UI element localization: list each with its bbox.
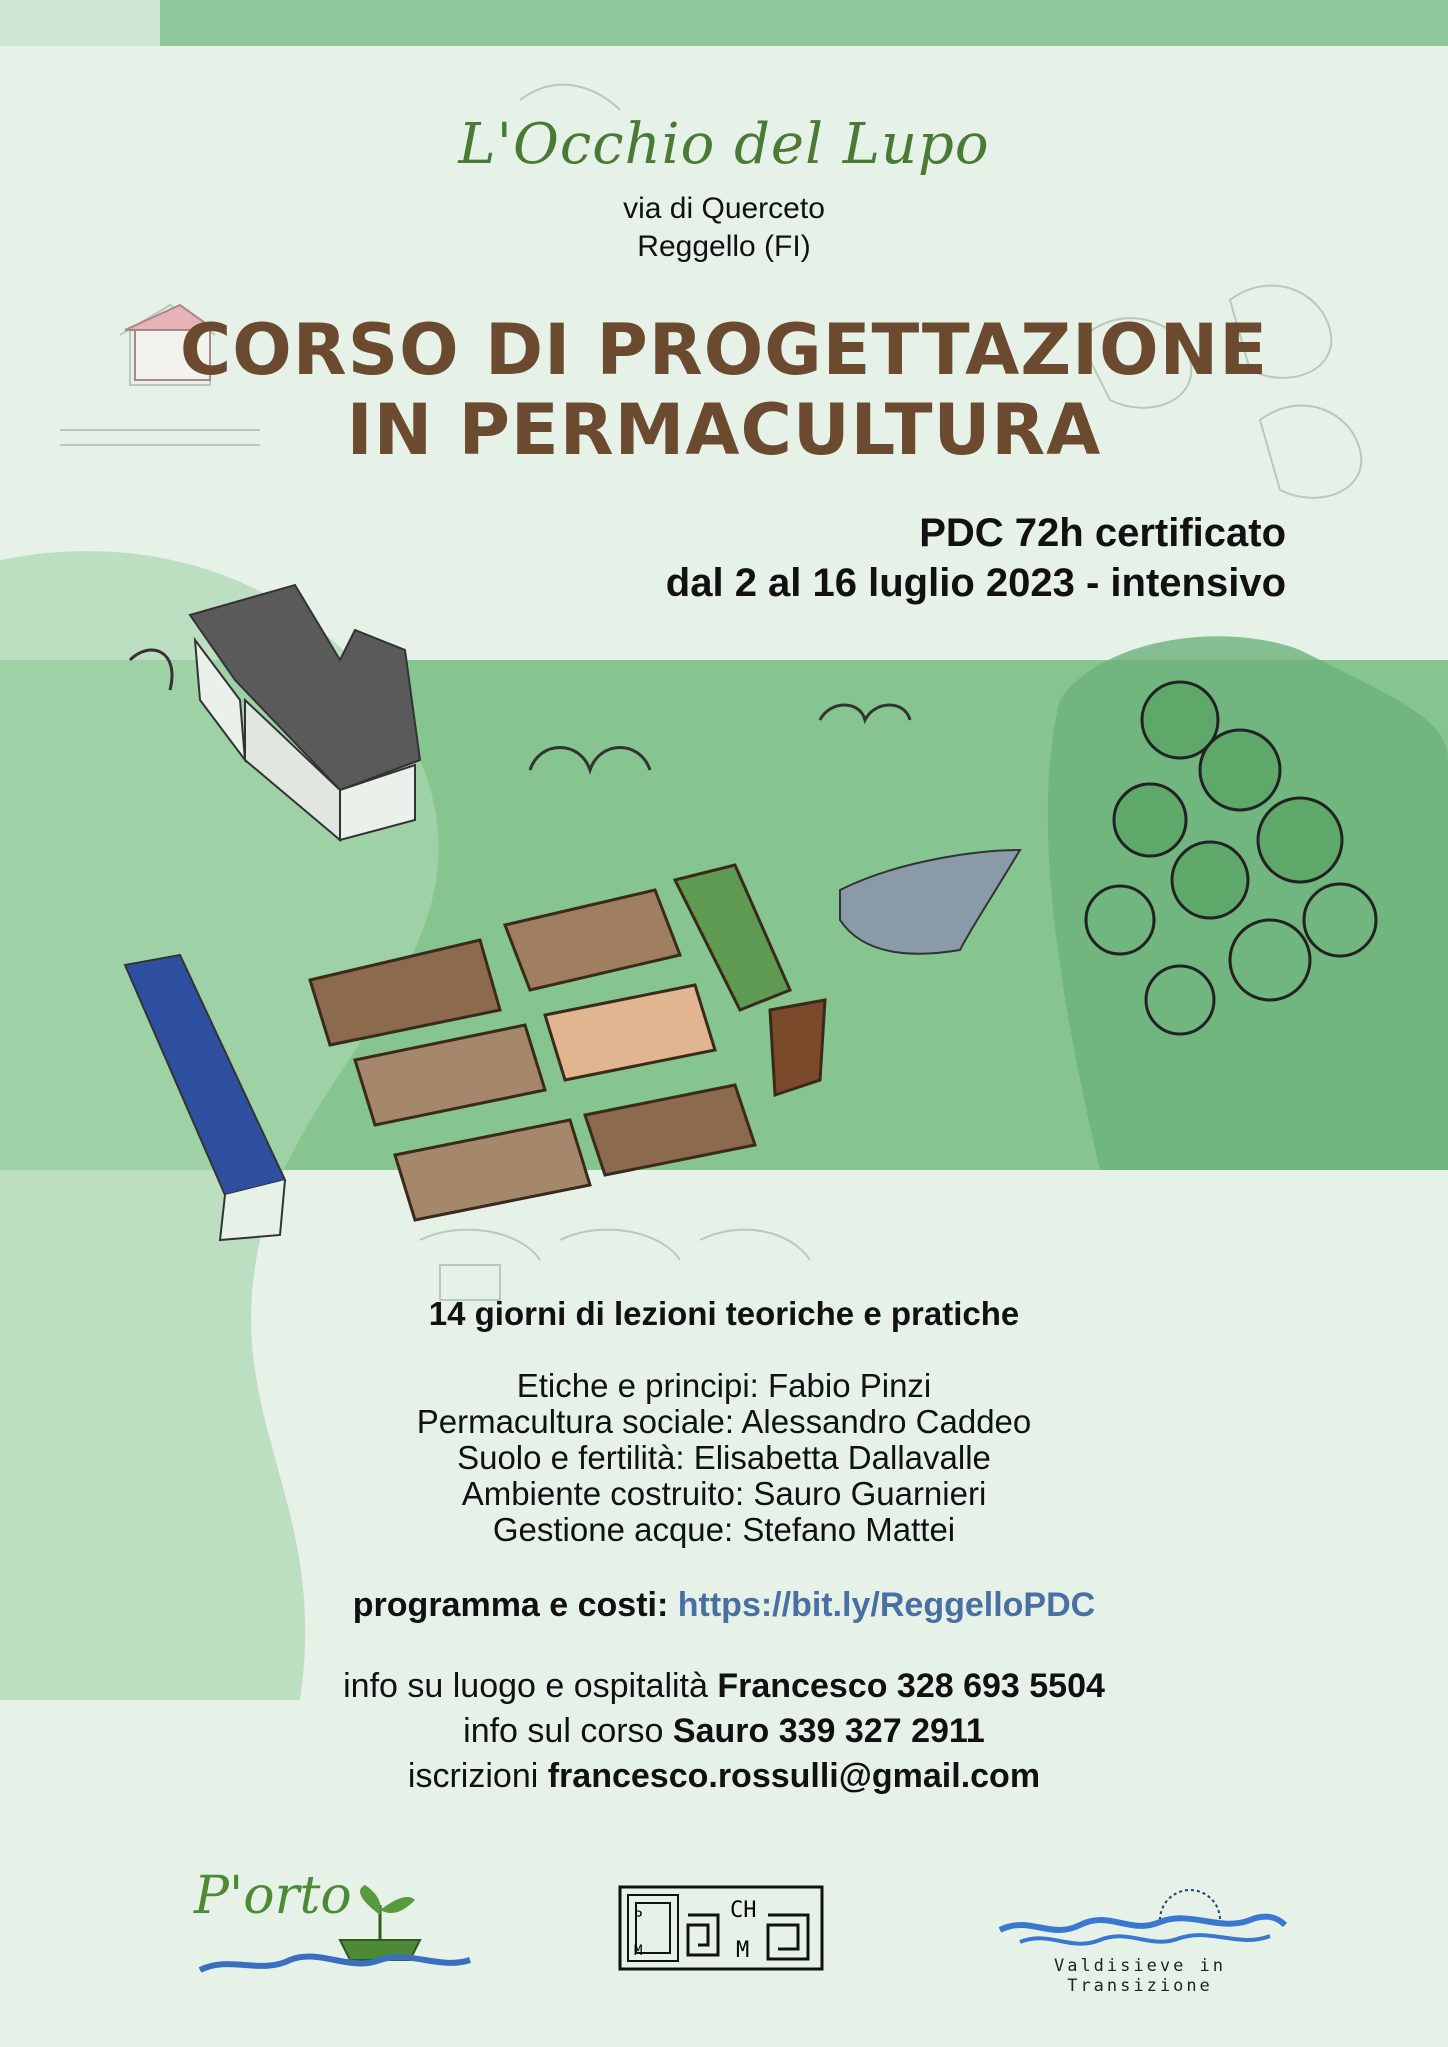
teacher-item: Permacultura sociale: Alessandro Caddeo (416, 1403, 1032, 1440)
signup-info (0, 1754, 1448, 1799)
course-info (0, 1709, 1448, 1754)
venue-name: L'Occhio del Lupo (458, 112, 990, 177)
teacher-item: Suolo e fertilità: Elisabetta Dallavalle (457, 1439, 991, 1476)
place-contact: Francesco 328 693 5504 (717, 1667, 1105, 1705)
teachers-list (0, 1368, 1448, 1548)
contact-info (0, 1664, 1448, 1799)
program-link[interactable]: https://bit.ly/ReggelloPDC (677, 1586, 1096, 1624)
signup-email[interactable]: francesco.rossulli@gmail.com (547, 1757, 1041, 1795)
pmchm-letter: M (736, 1938, 750, 1963)
certification: PDC 72h certificato (919, 511, 1286, 555)
waves-sun-icon (990, 1870, 1290, 1956)
valdisieve-logo (990, 1870, 1290, 1996)
course-info-label: info sul corso (463, 1712, 664, 1750)
title-line-1: CORSO DI PROGETTAZIONE (179, 309, 1269, 391)
course-title (0, 310, 1448, 470)
pmchm-letter: CH (730, 1898, 757, 1923)
forest-shade (1048, 636, 1448, 1170)
teacher-item: Ambiente costruito: Sauro Guarnieri (461, 1475, 987, 1512)
pmchm-logo (618, 1885, 824, 1971)
course-details (666, 508, 1286, 608)
summary: 14 giorni di lezioni teoriche e pratiche (428, 1295, 1020, 1332)
teacher-item: Gestione acque: Stefano Mattei (492, 1511, 956, 1548)
program-line (0, 1586, 1448, 1625)
valdisieve-logo-text: Valdisieve in Transizione (1053, 1956, 1227, 1996)
place-info-label: info su luogo e ospitalità (343, 1667, 708, 1705)
signup-label: iscrizioni (407, 1757, 539, 1795)
address-street: via di Querceto (623, 192, 825, 225)
place-info (0, 1664, 1448, 1709)
address-town: Reggello (FI) (637, 230, 811, 263)
venue-address (0, 190, 1448, 266)
title-line-2: IN PERMACULTURA (346, 389, 1102, 471)
course-dates: dal 2 al 16 luglio 2023 - intensivo (665, 561, 1286, 605)
porto-logo-text: P'orto (194, 1866, 352, 1926)
course-contact: Sauro 339 327 2911 (672, 1712, 985, 1750)
teacher-item: Etiche e principi: Fabio Pinzi (516, 1367, 932, 1404)
pmchm-letter: P (634, 1909, 643, 1925)
pmchm-letter: M (634, 1943, 643, 1959)
program-label: programma e costi: (352, 1586, 669, 1624)
spiral-pattern-icon (618, 1885, 824, 1971)
porto-logo (190, 1860, 480, 1980)
